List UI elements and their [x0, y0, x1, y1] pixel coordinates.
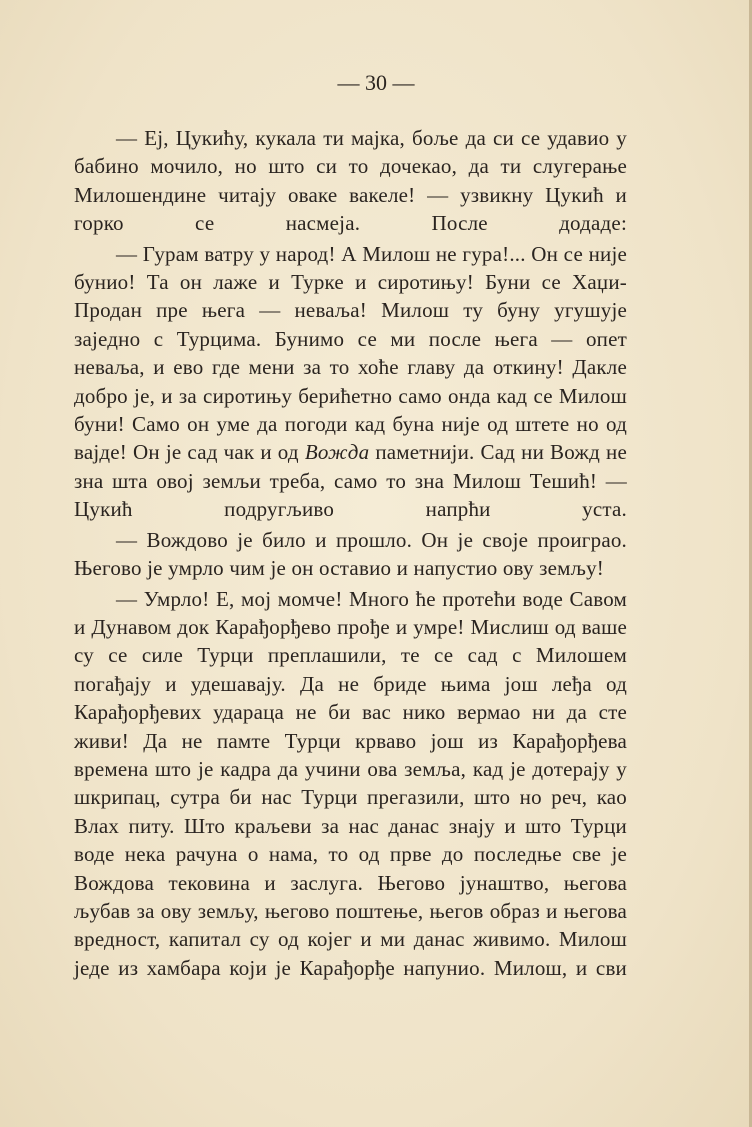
paragraph-2	[74, 240, 627, 524]
paragraph-1: — Еј, Цукићу, кукала ти мајка, боље да си се удавио у бабино мочило, но што си то дочекао, да ти слугерање Милошендине читају оваке вакеле! — узвикну Цукић и горко се насмеја. После додаде:	[74, 126, 627, 236]
body-text	[74, 124, 627, 982]
paragraph-2-emphasis: Вожда	[304, 440, 370, 465]
paragraph-3: — Вождово је било и прошло. Он је своје проиграо. Његово је умрло чим је он оставио и напустио ову земљу!	[74, 527, 627, 581]
paragraph-2-text-before: — Гурам ватру у народ! А Милош не гура!... Он се није бунио! Та он лаже и Турке и сиротињу! Буни се Хаџи-Продан пре њега — неваља! Милош ту буну угушује заједно с Турцима. Бунимо се ми после њега — опет неваља, и ево где мени за то хоће главу да откину! Дакле добро је, и за сиротињу берићетно само онда кад се Милош буни! Само он уме да погоди кад буна није од штете но од вајде! Он је сад чак и од	[74, 241, 627, 465]
page-number: — 30 —	[337, 70, 415, 95]
paragraph-4: — Умрло! Е, мој момче! Много ће протећи воде Савом и Дунавом док Карађорђево прође и умре! Мислиш од ваше су се силе Турци преплашили, те се сад с Милошем погађају и удешавају. Да не бриде њима још леђа од Карађорђевих удараца не би вас нико вермао ни да сте живи! Да не памте Турци крваво још из Карађорђева времена што је кадра да учини ова земља, кад је дотерају у шкрипац, сутра би нас Турци прегазили, што но реч, као Влах питу. Што краљеви за нас данас знају и што Турци воде нека рачуна о нама, то од прве до последње све је Вождова тековина и заслуга. Његово јунаштво, његова љубав за ову земљу, његово поштење, његов образ и његова вредност, капитал су од којег и ми данас живимо. Милош једе из хамбара који је Карађорђе напунио. Милош, и сви	[74, 586, 627, 980]
paragraph-2-text-after: паметнији. Сад ни Вожд не зна шта овој земљи треба, само то зна Милош Тешић! — Цукић подругљиво напрћи уста.	[74, 440, 627, 522]
